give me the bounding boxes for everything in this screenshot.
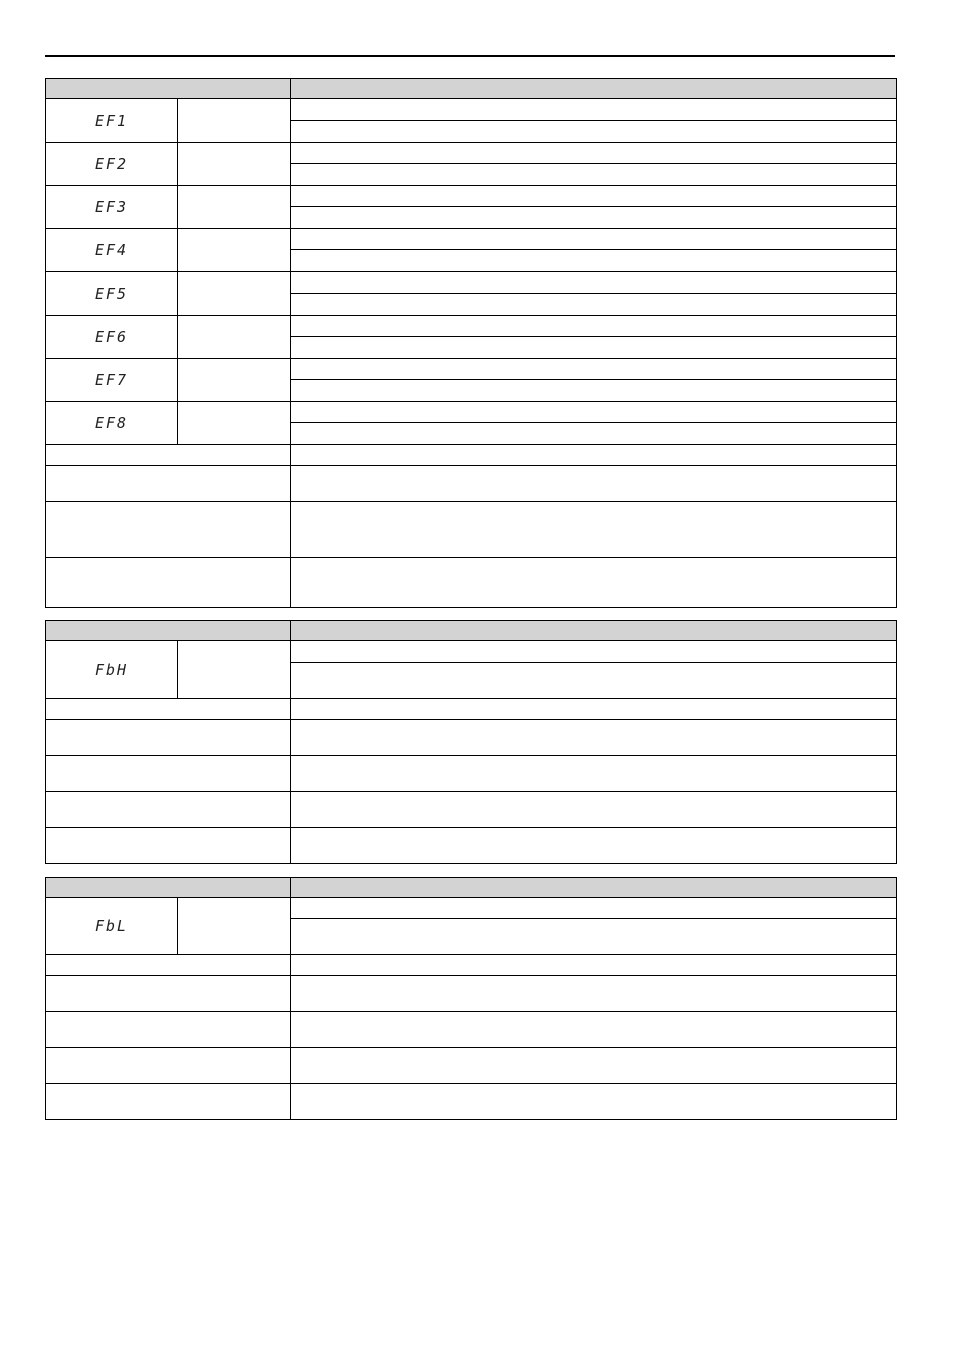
- remedy-cell: [291, 828, 897, 864]
- cause-header-cell: [46, 699, 291, 720]
- header-cell-display: [46, 621, 291, 641]
- fault-code-ef8: EF8: [46, 402, 178, 445]
- header-cell-name: [291, 878, 897, 898]
- cause-cell: [46, 1084, 291, 1120]
- fault-code-fbh: FbH: [46, 641, 178, 699]
- cause-cell: [46, 1048, 291, 1084]
- fault-description-cell: [291, 121, 897, 143]
- fault-description-cell: [291, 143, 897, 164]
- fault-table-fbh: [45, 620, 897, 864]
- fault-code-ef7: EF7: [46, 359, 178, 402]
- header-cell-name: [291, 621, 897, 641]
- fault-code-fbl: FbL: [46, 898, 178, 955]
- table-row: [46, 1048, 897, 1084]
- cause-cell: [46, 756, 291, 792]
- fault-name-cell: [178, 316, 291, 359]
- fault-code-ef3: EF3: [46, 186, 178, 229]
- table-row: [46, 316, 897, 337]
- remedy-cell: [291, 720, 897, 756]
- cause-cell: [46, 558, 291, 608]
- fault-description-cell: [291, 294, 897, 316]
- table-row: [46, 955, 897, 976]
- fault-table-fbl: [45, 877, 897, 1120]
- remedy-cell: [291, 502, 897, 558]
- table-row: [46, 99, 897, 121]
- fault-name-cell: [178, 99, 291, 143]
- table-row: [46, 558, 897, 608]
- fault-name-cell: [178, 272, 291, 316]
- fault-name-cell: [178, 186, 291, 229]
- table-row: [46, 143, 897, 164]
- fault-name-cell: [178, 898, 291, 955]
- remedy-header-cell: [291, 699, 897, 720]
- table-row: [46, 898, 897, 919]
- remedy-cell: [291, 558, 897, 608]
- fault-description-cell: [291, 164, 897, 186]
- remedy-cell: [291, 466, 897, 502]
- table-row: [46, 828, 897, 864]
- table-row: [46, 402, 897, 423]
- fault-code-ef2: EF2: [46, 143, 178, 186]
- fault-name-cell: [178, 359, 291, 402]
- table-row: [46, 1012, 897, 1048]
- fault-description-cell: [291, 207, 897, 229]
- table-row: [46, 359, 897, 380]
- fault-name-cell: [178, 229, 291, 272]
- fault-name-cell: [178, 402, 291, 445]
- table-header-row: [46, 621, 897, 641]
- header-rule: [45, 55, 895, 57]
- table-row: [46, 445, 897, 466]
- table-row: [46, 756, 897, 792]
- fault-code-ef6: EF6: [46, 316, 178, 359]
- remedy-cell: [291, 976, 897, 1012]
- header-cell-display: [46, 878, 291, 898]
- remedy-cell: [291, 756, 897, 792]
- fault-table-ef: [45, 78, 897, 608]
- fault-code-ef1: EF1: [46, 99, 178, 143]
- cause-header-cell: [46, 445, 291, 466]
- fault-description-cell: [291, 380, 897, 402]
- fault-description-cell: [291, 919, 897, 955]
- fault-description-cell: [291, 272, 897, 294]
- fault-description-cell: [291, 99, 897, 121]
- fault-description-cell: [291, 641, 897, 663]
- remedy-cell: [291, 1012, 897, 1048]
- remedy-header-cell: [291, 955, 897, 976]
- cause-cell: [46, 502, 291, 558]
- fault-code-ef5: EF5: [46, 272, 178, 316]
- fault-description-cell: [291, 898, 897, 919]
- table-row: [46, 186, 897, 207]
- cause-cell: [46, 976, 291, 1012]
- fault-description-cell: [291, 337, 897, 359]
- fault-description-cell: [291, 423, 897, 445]
- fault-description-cell: [291, 229, 897, 250]
- fault-description-cell: [291, 316, 897, 337]
- fault-name-cell: [178, 641, 291, 699]
- table-row: [46, 229, 897, 250]
- fault-description-cell: [291, 250, 897, 272]
- fault-code-ef4: EF4: [46, 229, 178, 272]
- cause-cell: [46, 720, 291, 756]
- cause-header-cell: [46, 955, 291, 976]
- table-row: [46, 502, 897, 558]
- header-cell-display: [46, 79, 291, 99]
- fault-description-cell: [291, 359, 897, 380]
- table-row: [46, 699, 897, 720]
- table-row: [46, 720, 897, 756]
- fault-description-cell: [291, 186, 897, 207]
- remedy-header-cell: [291, 445, 897, 466]
- remedy-cell: [291, 1084, 897, 1120]
- cause-cell: [46, 792, 291, 828]
- table-row: [46, 792, 897, 828]
- table-header-row: [46, 79, 897, 99]
- table-row: [46, 272, 897, 294]
- remedy-cell: [291, 792, 897, 828]
- table-header-row: [46, 878, 897, 898]
- cause-cell: [46, 828, 291, 864]
- fault-name-cell: [178, 143, 291, 186]
- table-row: [46, 1084, 897, 1120]
- table-row: [46, 466, 897, 502]
- table-row: [46, 641, 897, 663]
- remedy-cell: [291, 1048, 897, 1084]
- header-cell-name: [291, 79, 897, 99]
- fault-description-cell: [291, 663, 897, 699]
- cause-cell: [46, 1012, 291, 1048]
- cause-cell: [46, 466, 291, 502]
- fault-description-cell: [291, 402, 897, 423]
- table-row: [46, 976, 897, 1012]
